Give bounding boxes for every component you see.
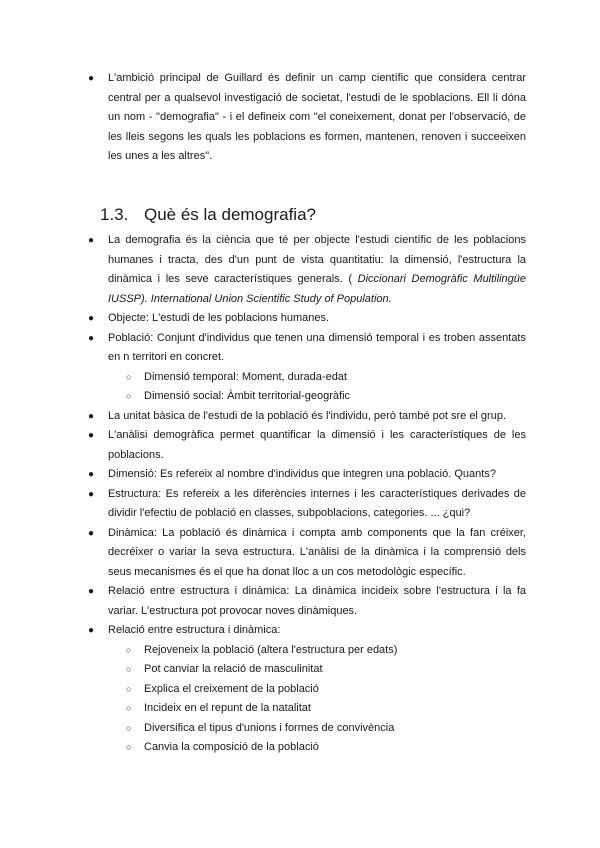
list-item-objecte <box>0 309 600 329</box>
bullet-icon: ● <box>88 235 95 246</box>
bullet-icon: ● <box>88 410 95 422</box>
definition-citation: Diccionari Demogràfic Multilingüe IUSSP). International Union Scientific Study of Population. <box>108 273 526 305</box>
bullet-icon: ● <box>88 332 95 344</box>
list-item-relacio-2 <box>0 621 600 641</box>
list-item-analisi <box>0 426 600 465</box>
relacio-sub-text: Rejoveneix la població (altera l'estructura per edats) <box>144 643 398 656</box>
bullet-icon: ● <box>88 625 95 636</box>
poblacio-sub-text: Dimensió temporal: Moment, durada-edat <box>144 370 347 383</box>
analisi-text: L'anàlisi demogràfica permet quantificar la dimensió i les característiques de les poblacions. <box>108 429 526 461</box>
list-item-definition <box>0 231 600 309</box>
circle-bullet-icon: ○ <box>126 664 132 674</box>
bullet-icon: ● <box>88 73 95 84</box>
list-item-estructura <box>0 485 600 524</box>
bullet-list <box>0 231 600 758</box>
bullet-icon: ● <box>88 586 95 597</box>
list-item-dimensio <box>0 465 600 485</box>
relacio-sub-text: Canvia la composició de la població <box>144 741 319 753</box>
list-item-poblacio <box>0 329 600 368</box>
sub-list-item <box>0 387 600 407</box>
sub-list-item <box>0 699 600 719</box>
sub-list-item <box>0 680 600 700</box>
intro-block <box>0 69 600 167</box>
unitat-text: La unitat bàsica de l'estudi de la població és l'individu, però també pot sre el grup. <box>108 409 507 422</box>
bullet-icon: ● <box>88 313 95 324</box>
poblacio-sub-text: Dimensió social: Àmbit territorial-geogràfic <box>144 390 351 402</box>
relacio-sub-text: Diversifica el tipus d'unions i formes de convivència <box>144 721 395 734</box>
relacio-sub-text: Incideix en el repunt de la natalitat <box>144 702 311 714</box>
section-number: 1.3. <box>100 205 129 224</box>
circle-bullet-icon: ○ <box>126 742 132 752</box>
circle-bullet-icon: ○ <box>126 391 132 401</box>
circle-bullet-icon: ○ <box>126 703 132 713</box>
sub-list-item <box>0 738 600 758</box>
dimensio-text: Dimensió: Es refereix al nombre d'individus que integren una població. Quants? <box>108 468 496 480</box>
list-item-unitat <box>0 407 600 427</box>
objecte-text: Objecte: L'estudi de les poblacions humanes. <box>108 312 330 324</box>
sub-list-item <box>0 719 600 739</box>
sub-list-item <box>0 641 600 661</box>
section-title: Què és la demografia? <box>144 205 316 224</box>
dinamica-text: Dinàmica: La població és dinàmica i compta amb components que la fan créixer, decréixer o variar la seva estructura. L'anàlisi de la dinàmica i la comprensió dels seus mecanismes és el que ha donat lloc a un cos metodològic específic. <box>108 526 526 578</box>
relacio-text: Relació entre estructura i dinàmica: La dinàmica incideix sobre l'estructura i la fa variar. L'estructura pot provocar noves dinàmiques. <box>108 585 526 617</box>
definition-text: La demografia és la ciència que té per objecte l'estudi científic de les poblacions humanes i tracta, des d'un punt de vista quantitatiu: la dimensió, l'estructura la dinàmica i les seve característiques generals. ( <box>108 234 526 285</box>
bullet-icon: ● <box>88 488 95 500</box>
list-item-relacio <box>0 582 600 621</box>
relacio-sub-text: Explica el creixement de la població <box>144 682 319 695</box>
bullet-icon: ● <box>88 527 95 539</box>
circle-bullet-icon: ○ <box>126 683 132 694</box>
circle-bullet-icon: ○ <box>126 722 132 733</box>
section-heading <box>100 203 316 227</box>
poblacio-text: Població: Conjunt d'individus que tenen una dimensió temporal i es troben assentats en n territori en concret. <box>108 331 526 363</box>
bullet-icon: ● <box>88 430 95 441</box>
bullet-icon: ● <box>88 469 95 480</box>
circle-bullet-icon: ○ <box>126 371 132 382</box>
circle-bullet-icon: ○ <box>126 644 132 655</box>
sub-list-item <box>0 660 600 680</box>
list-item <box>0 69 600 167</box>
relacio-2-text: Relació entre estructura i dinàmica: <box>108 624 281 636</box>
estructura-text: Estructura: Es refereix a les diferències internes i les característiques derivades de dividir l'efectiu de població en classes, subpoblacions, categories. ... ¿qui? <box>108 487 526 519</box>
relacio-sub-text: Pot canviar la relació de masculinitat <box>144 663 323 675</box>
list-item-dinamica <box>0 524 600 583</box>
sub-list-item <box>0 368 600 388</box>
intro-text: L'ambició principal de Guillard és definir un camp científic que considera centrar central per a qualsevol investigació de societat, l'estudi de le spoblacions. Ell li dóna un nom - "demografia" - i el defineix com "el coneixement, donat per l'observació, de les lleis segons les quals les poblacions es formen, mantenen, renoven i succeeixen les unes a les altres". <box>108 72 526 162</box>
